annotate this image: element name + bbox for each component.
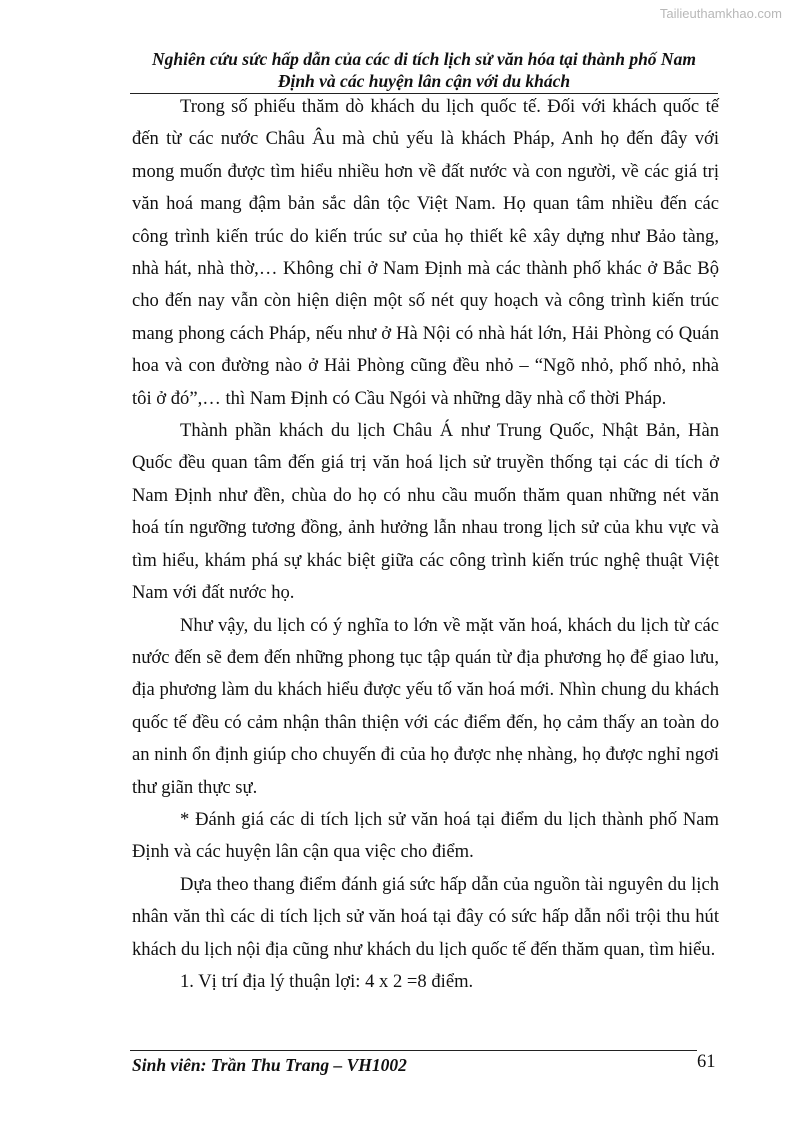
paragraph: 1. Vị trí địa lý thuận lợi: 4 x 2 =8 điểm. — [180, 970, 474, 992]
paragraph: Như vậy, du lịch có ý nghĩa to lớn về mặt văn hoá, khách du lịch từ các nước đến sẽ đem đến những phong tục tập quán từ địa phương họ để giao lưu, địa phương làm du khách hiểu được yếu tố văn hoá mới. Nhìn chung du khách quốc tế đều có cảm nhận thân thiện với các điểm đến, họ cảm thấy an toàn do an ninh ổn định giúp cho chuyến đi của họ được nhẹ nhàng, họ được nghỉ ngơi thư giãn thực sự. — [132, 614, 719, 798]
header-title-line-1: Nghiên cứu sức hấp dẫn của các di tích lịch sử văn hóa tại thành phố Nam — [152, 49, 696, 69]
paragraph: * Đánh giá các di tích lịch sử văn hoá tại điểm du lịch thành phố Nam Định và các huyện lân cận qua việc cho điểm. — [132, 808, 719, 863]
watermark: Tailieuthamkhao.com — [659, 6, 782, 21]
paragraph: Trong số phiếu thăm dò khách du lịch quốc tế. Đối với khách quốc tế đến từ các nước Châu Âu mà chủ yếu là khách Pháp, Anh họ đến đây với mong muốn được tìm hiểu nhiều hơn về đất nước và con người, về các giá trị văn hoá mang đậm bản sắc dân tộc Việt Nam. Họ quan tâm nhiều đến các công trình kiến trúc do kiến trúc sư của họ thiết kê xây dựng như Bảo tàng, nhà hát, nhà thờ,… Không chỉ ở Nam Định mà các thành phố khác ở Bắc Bộ cho đến nay vẫn còn hiện diện một số nét quy hoạch và công trình kiến trúc mang phong cách Pháp, nếu như ở Hà Nội có nhà hát lớn, Hải Phòng có Quán hoa và con đường nào ở Hải Phòng cũng đều nhỏ – “Ngõ nhỏ, phố nhỏ, nhà tôi ở đó”,… thì Nam Định có Cầu Ngói và những dãy nhà cổ thời Pháp. — [132, 96, 719, 409]
body-text — [132, 91, 719, 998]
page-number: 61 — [697, 1052, 716, 1072]
footer-divider — [130, 1050, 697, 1051]
header-title-line-2: Định và các huyện lân cận với du khách — [277, 71, 571, 91]
paragraph: Dựa theo thang điểm đánh giá sức hấp dẫn của nguồn tài nguyên du lịch nhân văn thì các di tích lịch sử văn hoá tại đây có sức hấp dẫn nổi trội thu hút khách du lịch nội địa cũng như khách du lịch quốc tế đến thăm quan, tìm hiểu. — [132, 873, 719, 960]
page-header — [130, 48, 718, 94]
footer-author: Sinh viên: Trần Thu Trang – VH1002 — [132, 1055, 407, 1075]
paragraph: Thành phần khách du lịch Châu Á như Trung Quốc, Nhật Bản, Hàn Quốc đều quan tâm đến giá trị văn hoá lịch sử truyền thống tại các di tích ở Nam Định như đền, chùa do họ có nhu cầu muốn thăm quan những nét văn hoá tín ngưỡng tương đồng, ảnh hưởng lẫn nhau trong lịch sử của khu vực và tìm hiểu, khám phá sự khác biệt giữa các công trình kiến trúc nghệ thuật Việt Nam với đất nước họ. — [132, 420, 719, 604]
